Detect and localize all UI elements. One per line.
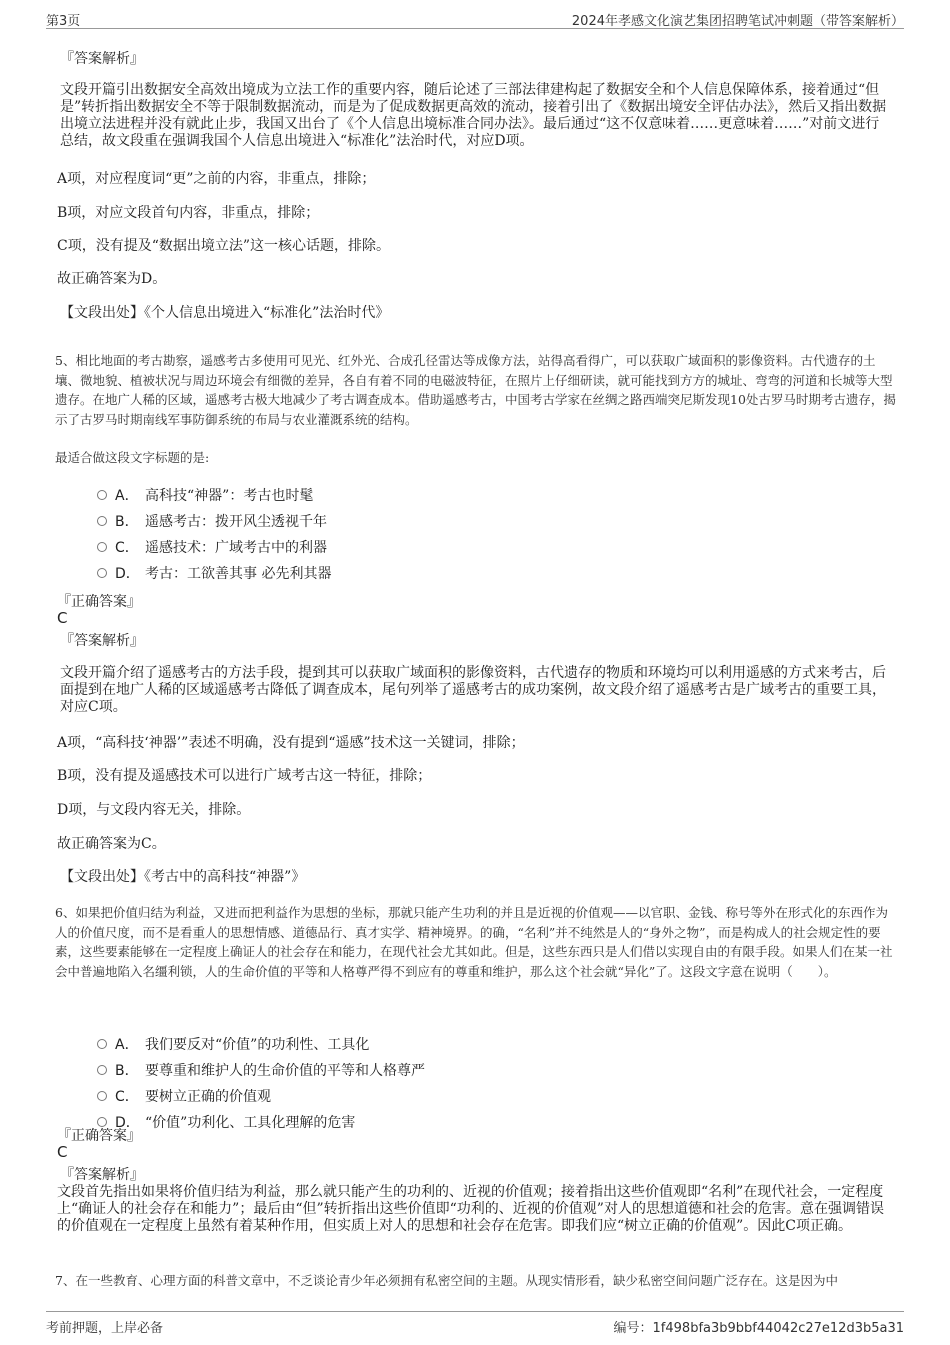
- q5-option-a-note: A项，“高科技‘神器’”表述不明确，没有提到“遥感”技术这一关键词，排除；: [57, 735, 525, 751]
- q6-option-b[interactable]: B． 要尊重和维护人的生命价值的平等和人格尊严: [97, 1060, 425, 1080]
- q5-option-a[interactable]: A． 高科技“神器”：考古也时髦: [97, 485, 313, 505]
- radio-icon[interactable]: [97, 1065, 107, 1075]
- q4-analysis-text: 文段开篇引出数据安全高效出境成为立法工作的重要内容，随后论述了三部法律建构起了数据安全和个人信息保障体系，接着通过“但是”转折指出数据安全不等于限制数据流动，而是为了促成数据更高效的流动，接着引出了《数据出境安全评估办法》，然后又指出数据出境立法进程并没有就此止步，我国又出台了《个人信息出境标准合同办法》。最后通过“这不仅意味着……更意味着……”对前文进行总结，故文段重在强调我国个人信息出境进入“标准化”法治时代，对应D项。: [60, 82, 887, 149]
- document-title: 2024年孝感文化演艺集团招聘笔试冲刺题（带答案解析）: [571, 14, 904, 29]
- footer-slogan: 考前押题，上岸必备: [46, 1321, 164, 1336]
- q6-stem: 6、如果把价值归结为利益，又进而把利益作为思想的坐标，那就只能产生功利的并且是近视的价值观——以官职、金钱、称号等外在形式化的东西作为人的价值尺度，而不是看重人的思想情感、道德品行、真才实学、精神境界。的确，“名利”并不纯然是人的“身外之物”，而是构成人的社会规定性的要素，这些要素能够在一定程度上确证人的社会存在和能力，在现代社会尤其如此。但是，这些东西只是人们借以实现自由的有限手段。如果人们在某一社会中普遍地陷入名缰利锁，人的生命价值的平等和人格尊严得不到应有的尊重和维护，那么这个社会就“异化”了。这段文字意在说明（ ）。: [55, 905, 893, 979]
- q5-question: 最适合做这段文字标题的是:: [55, 450, 210, 465]
- radio-icon[interactable]: [97, 490, 107, 500]
- q7-stem: 7、在一些教育、心理方面的科普文章中，不乏谈论青少年必须拥有私密空间的主题。从现实情形看，缺少私密空间问题广泛存在。这是因为中: [55, 1273, 838, 1288]
- page-number: 第3页: [46, 14, 81, 29]
- radio-icon[interactable]: [97, 542, 107, 552]
- q4-option-b-note: B项，对应文段首句内容，非重点，排除；: [57, 205, 320, 221]
- q5-conclusion: 故正确答案为C。: [57, 836, 166, 852]
- q6-option-c[interactable]: C． 要树立正确的价值观: [97, 1086, 271, 1106]
- q5-analysis-text: 文段开篇介绍了遥感考古的方法手段，提到其可以获取广域面积的影像资料，古代遗存的物质和环境均可以利用遥感的方式来考古，后面提到在地广人稀的区域遥感考古降低了调查成本，尾句列举了遥感考古的成功案例，故文段介绍了遥感考古是广域考古的重要工具，对应C项。: [60, 665, 886, 715]
- q6-answer-label: 『正确答案』: [57, 1128, 141, 1144]
- q4-analysis-label: 『答案解析』: [60, 51, 144, 67]
- q4-conclusion: 故正确答案为D。: [57, 271, 167, 287]
- q4-option-a-note: A项，对应程度词“更”之前的内容，非重点，排除；: [57, 171, 376, 187]
- q6-option-a[interactable]: A． 我们要反对“价值”的功利性、工具化: [97, 1034, 369, 1054]
- q5-stem: 5、相比地面的考古勘察，遥感考古多使用可见光、红外光、合成孔径雷达等成像方法，站得高看得广，可以获取广域面积的影像资料。古代遗存的土壤、微地貌、植被状况与周边环境会有细微的差异，各自有着不同的电磁波特征，在照片上仔细研读，就可能找到方方的城址、弯弯的河道和长城等大型遗存。在地广人稀的区域，遥感考古极大地减少了考古调查成本。借助遥感考古，中国考古学家在丝绸之路西端突尼斯发现10处古罗马时期考古遗存，揭示了古罗马时期南线军事防御系统的布局与农业灌溉系统的结构。: [55, 353, 896, 427]
- q6-answer: C: [57, 1143, 68, 1161]
- document-code: 编号：1f498bfa3b9bbf44042c27e12d3b5a31: [613, 1321, 904, 1336]
- q5-option-b[interactable]: B． 遥感考古：拨开风尘透视千年: [97, 511, 327, 531]
- q6-option-d[interactable]: D． “价值”功利化、工具化理解的危害: [97, 1112, 355, 1132]
- page-header: [46, 6, 904, 29]
- q5-analysis-label: 『答案解析』: [60, 633, 144, 649]
- radio-icon[interactable]: [97, 1039, 107, 1049]
- q5-option-b-note: B项，没有提及遥感技术可以进行广域考古这一特征，排除；: [57, 768, 432, 784]
- q5-option-d[interactable]: D． 考古：工欲善其事 必先利其器: [97, 563, 331, 583]
- q5-source: 【文段出处】《考古中的高科技“神器”》: [60, 869, 306, 885]
- radio-icon[interactable]: [97, 516, 107, 526]
- q4-option-c-note: C项，没有提及“数据出境立法”这一核心话题，排除。: [57, 238, 391, 254]
- q5-option-c[interactable]: C． 遥感技术：广域考古中的利器: [97, 537, 327, 557]
- q4-source: 【文段出处】《个人信息出境进入“标准化”法治时代》: [60, 305, 390, 321]
- q5-option-d-note: D项，与文段内容无关，排除。: [57, 802, 251, 818]
- q5-answer: C: [57, 609, 68, 627]
- q5-answer-label: 『正确答案』: [57, 594, 141, 610]
- q6-analysis-text: 文段首先指出如果将价值归结为利益，那么就只能产生的功利的、近视的价值观；接着指出这些价值观即“名利”在现代社会，一定程度上“确证人的社会存在和能力”；最后由“但”转折指出这些价值即“功利的、近视的价值观”对人的思想道德和社会的危害。意在强调错误的价值观在一定程度上虽然有着某种作用，但实质上对人的思想和社会存在危害。即我们应“树立正确的价值观”。因此C项正确。: [57, 1184, 884, 1234]
- radio-icon[interactable]: [97, 568, 107, 578]
- page-footer: [46, 1311, 904, 1338]
- radio-icon[interactable]: [97, 1091, 107, 1101]
- q6-analysis-label: 『答案解析』: [60, 1167, 144, 1183]
